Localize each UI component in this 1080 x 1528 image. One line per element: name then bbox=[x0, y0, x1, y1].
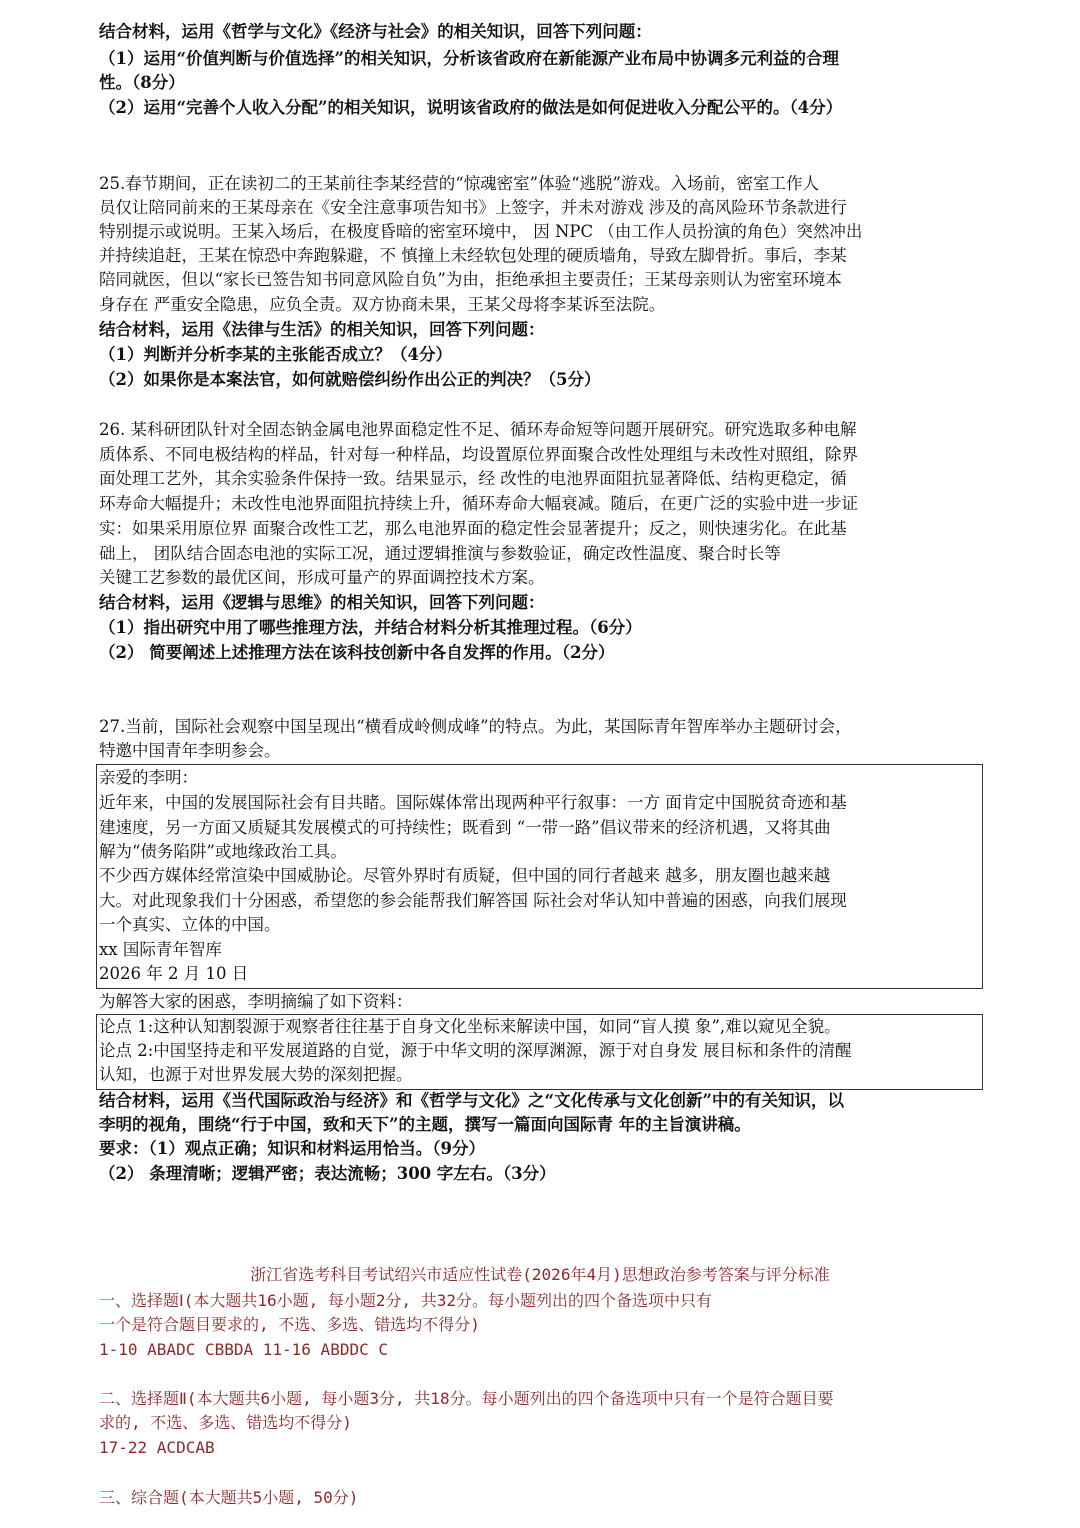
letter-greeting: 亲爱的李明： bbox=[99, 768, 198, 787]
answer-key-title: 浙江省选考科目考试绍兴市适应性试卷(2026年4月)思想政治参考答案与评分标准 bbox=[250, 1265, 830, 1284]
answer-section-2-answers: 17-22 ACDCAB bbox=[99, 1438, 215, 1457]
q24-intro: 结合材料，运用《哲学与文化》《经济与社会》的相关知识，回答下列问题： bbox=[99, 22, 652, 41]
q24-question-1-line-1: （1）运用“价值判断与价值选择”的相关知识，分析该省政府在新能源产业布局中协调多元利益的合理 bbox=[99, 49, 839, 68]
q25-material-line: 25.春节期间，正在读初二的王某前往李某经营的“惊魂密室”体验“逃脱”游戏。入场前，密室工作人 bbox=[99, 174, 819, 193]
q25-question-2: （2）如果你是本案法官，如何就赔偿纠纷作出公正的判决？（5分） bbox=[99, 370, 601, 389]
answer-section-1-heading: 一个是符合题目要求的, 不选、多选、错选均不得分) bbox=[99, 1315, 480, 1334]
q27-task-line: 李明的视角，围绕“行于中国，致和天下”的主题，撰写一篇面向国际青 年的主旨演讲稿。 bbox=[99, 1115, 751, 1134]
answer-section-2-heading: 求的, 不选、多选、错选均不得分) bbox=[99, 1413, 352, 1432]
q27-task-line: 结合材料，运用《当代国际政治与经济》和《哲学与文化》之“文化传承与文化创新”中的有关知识，以 bbox=[99, 1091, 844, 1110]
letter-line: 大。对此现象我们十分困惑，希望您的参会能帮我们解答国 际社会对华认知中普遍的困惑，向我们展现 bbox=[99, 891, 847, 910]
answer-section-2-heading: 二、选择题Ⅱ(本大题共6小题, 每小题3分, 共18分。每小题列出的四个备选项中只有一个是符合题目要 bbox=[99, 1389, 834, 1408]
answer-section-1-answers: 1-10 ABADC CBBDA 11-16 ABDDC C bbox=[99, 1340, 388, 1359]
q27-material-line: 27.当前，国际社会观察中国呈现出“横看成岭侧成峰”的特点。为此，某国际青年智库举办主题研讨会， bbox=[99, 717, 852, 736]
argument-point: 认知，也源于对世界发展大势的深刻把握。 bbox=[99, 1065, 413, 1084]
q25-material-line: 员仅让陪同前来的王某母亲在《安全注意事项告知书》上签字，并未对游戏 涉及的高风险环节条款进行 bbox=[99, 198, 847, 217]
q24-question-2: （2）运用“完善个人收入分配”的相关知识，说明该省政府的做法是如何促进收入分配公平的。（4分） bbox=[99, 98, 843, 117]
q25-material-line: 陪同就医，但以“家长已签告知书同意风险自负”为由，拒绝承担主要责任；王某母亲则认为密室环境本 bbox=[99, 270, 842, 289]
q25-material-line: 特别提示或说明。王某入场后，在极度昏暗的密室环境中， 因 NPC （由工作人员扮演的角色）突然冲出 bbox=[99, 222, 863, 241]
letter-line: 建速度，另一方面又质疑其发展模式的可持续性；既看到 “一带一路”倡议带来的经济机遇，又将其曲 bbox=[99, 818, 831, 837]
letter-signature: xx 国际青年智库 bbox=[99, 940, 222, 959]
q27-requirement-2: （2） 条理清晰；逻辑严密；表达流畅；300 字左右。（3分） bbox=[99, 1164, 556, 1183]
q25-intro: 结合材料，运用《法律与生活》的相关知识，回答下列问题： bbox=[99, 320, 545, 339]
answer-section-3-heading: 三、综合题(本大题共5小题, 50分) bbox=[99, 1488, 359, 1507]
q26-question-2: （2） 简要阐述上述推理方法在该科技创新中各自发挥的作用。（2分） bbox=[99, 643, 615, 662]
q27-requirement-1: 要求：（1）观点正确；知识和材料运用恰当。（9分） bbox=[99, 1139, 485, 1158]
letter-line: 解为“债务陷阱”或地缘政治工具。 bbox=[99, 842, 347, 861]
q26-intro: 结合材料，运用《逻辑与思维》的相关知识，回答下列问题： bbox=[99, 593, 545, 612]
q26-material-line: 环寿命大幅提升；未改性电池界面阻抗持续上升，循环寿命大幅衰减。随后，在更广泛的实验中进一步证 bbox=[99, 494, 858, 513]
letter-date: 2026 年 2 月 10 日 bbox=[99, 964, 249, 983]
q25-material-line: 身存在 严重安全隐患，应负全责。双方协商未果，王某父母将李某诉至法院。 bbox=[99, 295, 666, 314]
argument-point: 论点 1:这种认知割裂源于观察者往往基于自身文化坐标来解读中国，如同“盲人摸 象”,难以窥见全貌。 bbox=[99, 1017, 841, 1036]
q26-material-line: 关键工艺参数的最优区间，形成可量产的界面调控技术方案。 bbox=[99, 568, 545, 587]
q27-bridge: 为解答大家的困惑，李明摘编了如下资料： bbox=[99, 992, 413, 1011]
q27-material-line: 特邀中国青年李明参会。 bbox=[99, 741, 281, 760]
q26-material-line: 实：如果采用原位界 面聚合改性工艺，那么电池界面的稳定性会显著提升；反之，则快速劣化。在此基 bbox=[99, 519, 847, 538]
q26-material-line: 26. 某科研团队针对全固态钠金属电池界面稳定性不足、循环寿命短等问题开展研究。研究选取多种电解 bbox=[99, 420, 857, 439]
q26-question-1: （1）指出研究中用了哪些推理方法，并结合材料分析其推理过程。（6分） bbox=[99, 618, 642, 637]
letter-line: 近年来，中国的发展国际社会有目共睹。国际媒体常出现两种平行叙事：一方 面肯定中国脱贫奇迹和基 bbox=[99, 793, 847, 812]
q26-material-line: 质体系、不同电极结构的样品，针对每一种样品，均设置原位界面聚合改性处理组与未改性对照组，除界 bbox=[99, 445, 858, 464]
q25-question-1: （1）判断并分析李某的主张能否成立？（4分） bbox=[99, 345, 452, 364]
answer-section-1-heading: 一、选择题Ⅰ(本大题共16小题, 每小题2分, 共32分。每小题列出的四个备选项中只有 bbox=[99, 1291, 713, 1310]
letter-line: 不少西方媒体经常渲染中国威胁论。尽管外界时有质疑，但中国的同行者越来 越多，朋友圈也越来越 bbox=[99, 866, 831, 885]
letter-line: 一个真实、立体的中国。 bbox=[99, 915, 281, 934]
argument-point: 论点 2:中国坚持走和平发展道路的自觉，源于中华文明的深厚渊源，源于对自身发 展目标和条件的清醒 bbox=[99, 1041, 852, 1060]
q26-material-line: 面处理工艺外，其余实验条件保持一致。结果显示，经 改性的电池界面阻抗显著降低、结构更稳定，循 bbox=[99, 469, 847, 488]
q24-question-1-line-2: 性。（8分） bbox=[99, 73, 185, 92]
q26-material-line: 础上， 团队结合固态电池的实际工况，通过逻辑推演与参数验证，确定改性温度、聚合时长等 bbox=[99, 544, 781, 563]
q25-material-line: 并持续追赶，王某在惊恐中奔跑躲避，不 慎撞上未经软包处理的硬质墙角，导致左脚骨折。事后，李某 bbox=[99, 246, 847, 265]
